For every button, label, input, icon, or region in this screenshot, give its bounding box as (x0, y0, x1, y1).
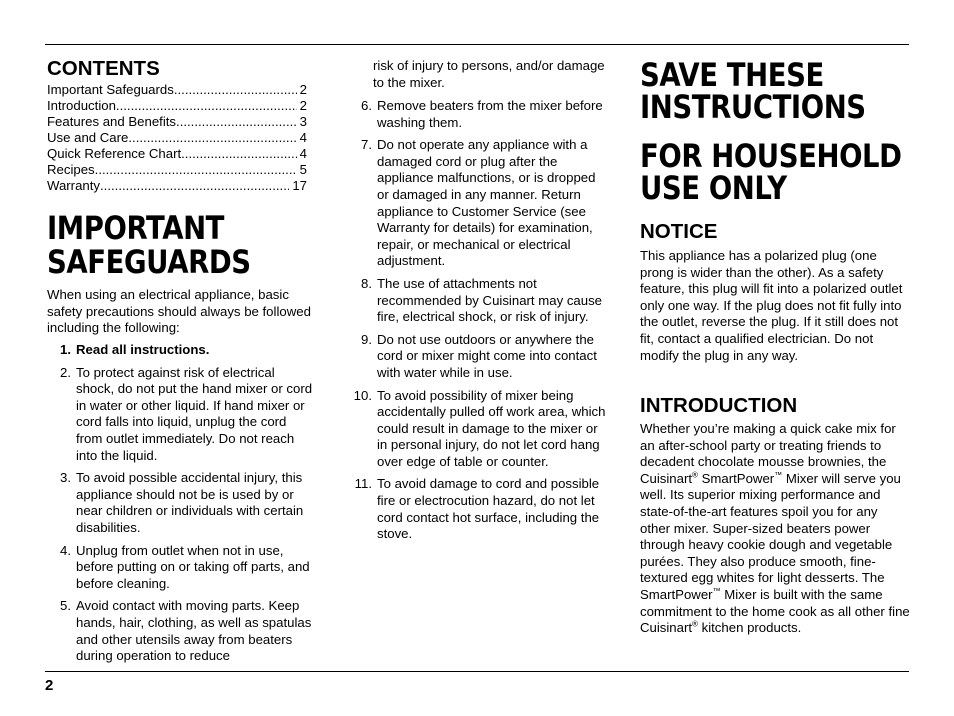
toc-item: Use and Care ..... 4 (47, 130, 307, 146)
save-heading-line1: SAVE THESE (640, 56, 824, 94)
list-item: 6. Remove beaters from the mixer before washing them. (361, 98, 603, 130)
save-heading-line2: INSTRUCTIONS (640, 88, 866, 126)
toc-item: Introduction ..... 2 (47, 98, 307, 114)
household-heading-line1: FOR HOUSEHOLD (640, 137, 902, 175)
notice-text: This appliance has a polarized plug (one prong is wider than the other). As a safety feature, this plug will fit into a polarized outlet only one way. If the plug does not fit fully into the outlet, reverse the plug. If it still does not fit, contact a qualified electrician. Do not modify the plug in any way. (640, 248, 903, 363)
introduction-text: Whether you’re making a quick cake mix for an after-school party or treating friends to decadent chocolate mousse brownies, the Cuisinart® SmartPower™ Mixer will serve you well. Its superior mixing performance and state-of-the-art features spoil you for any other mixer. Super-sized beaters power through heavy cookie dough and vegetable purées. They also produce smooth, fine-textured egg whites for light desserts. The SmartPower™ Mixer is built with the same commitment to the home cook as all other fine Cuisinart® kitchen products. (640, 421, 910, 636)
list-item-continued: risk of injury to persons, and/or damage to the mixer. (373, 58, 605, 90)
list-item: 10. To avoid possibility of mixer being accidentally pulled off work area, which could result in damage to the mixer or in personal injury, do not let cord hang over edge of table or counter. (353, 387, 606, 469)
list-item: 11. To avoid damage to cord and possible fire or electrocution hazard, do not let cord contact hot surface, including the stove. (354, 476, 600, 542)
list-item: 1. Read all instructions. (60, 342, 210, 357)
safeguards-list (47, 342, 315, 671)
safeguards-intro: When using an electrical appliance, basic safety precautions should always be followed including the following: (47, 287, 311, 336)
safeguards-heading-line1: IMPORTANT (47, 209, 225, 247)
page-number: 2 (45, 677, 54, 694)
top-rule (45, 44, 909, 45)
safeguards-heading-line2: SAFEGUARDS (47, 243, 251, 281)
list-item: 8. The use of attachments not recommended by Cuisinart may cause fire, electrical shock, or risk of injury. (361, 275, 603, 325)
list-item: 3. To avoid possible accidental injury, this appliance should not be is used by or near children or individuals with certain disabilities. (60, 470, 304, 535)
bottom-rule (45, 671, 909, 672)
list-item: 2. To protect against risk of electrical shock, do not put the hand mixer or cord in water or other liquid. If hand mixer or cord falls into liquid, unplug the cord from outlet immediately. Do not reach into the liquid. (60, 364, 313, 463)
contents-heading: CONTENTS (47, 57, 160, 80)
household-heading-line2: USE ONLY (640, 169, 787, 207)
notice-heading: NOTICE (640, 220, 718, 243)
list-item: 7. Do not operate any appliance with a damaged cord or plug after the appliance malfunctions, or is dropped or damaged in any manner. Return appliance to Customer Service (see Warranty for details) for examination, repair, or mechanical or electrical adjustment. (361, 137, 596, 269)
list-item: 4. Unplug from outlet when not in use, before putting on or taking off parts, and before cleaning. (60, 542, 310, 591)
toc-item: Important Safeguards ..... 2 (47, 82, 307, 98)
toc-item: Warranty ..... 17 (47, 178, 307, 194)
table-of-contents (47, 82, 307, 194)
toc-item: Quick Reference Chart ..... 4 (47, 146, 307, 162)
list-item: 5. Avoid contact with moving parts. Keep hands, hair, clothing, as well as spatulas and other utensils away from beaters during operation to reduce (60, 598, 312, 664)
list-item: 9. Do not use outdoors or anywhere the cord or mixer might come into contact with water while in use. (361, 331, 597, 380)
toc-item: Recipes ..... 5 (47, 162, 307, 178)
safeguards-list-continued (348, 98, 610, 549)
toc-item: Features and Benefits ..... 3 (47, 114, 307, 130)
introduction-heading: INTRODUCTION (640, 394, 798, 417)
